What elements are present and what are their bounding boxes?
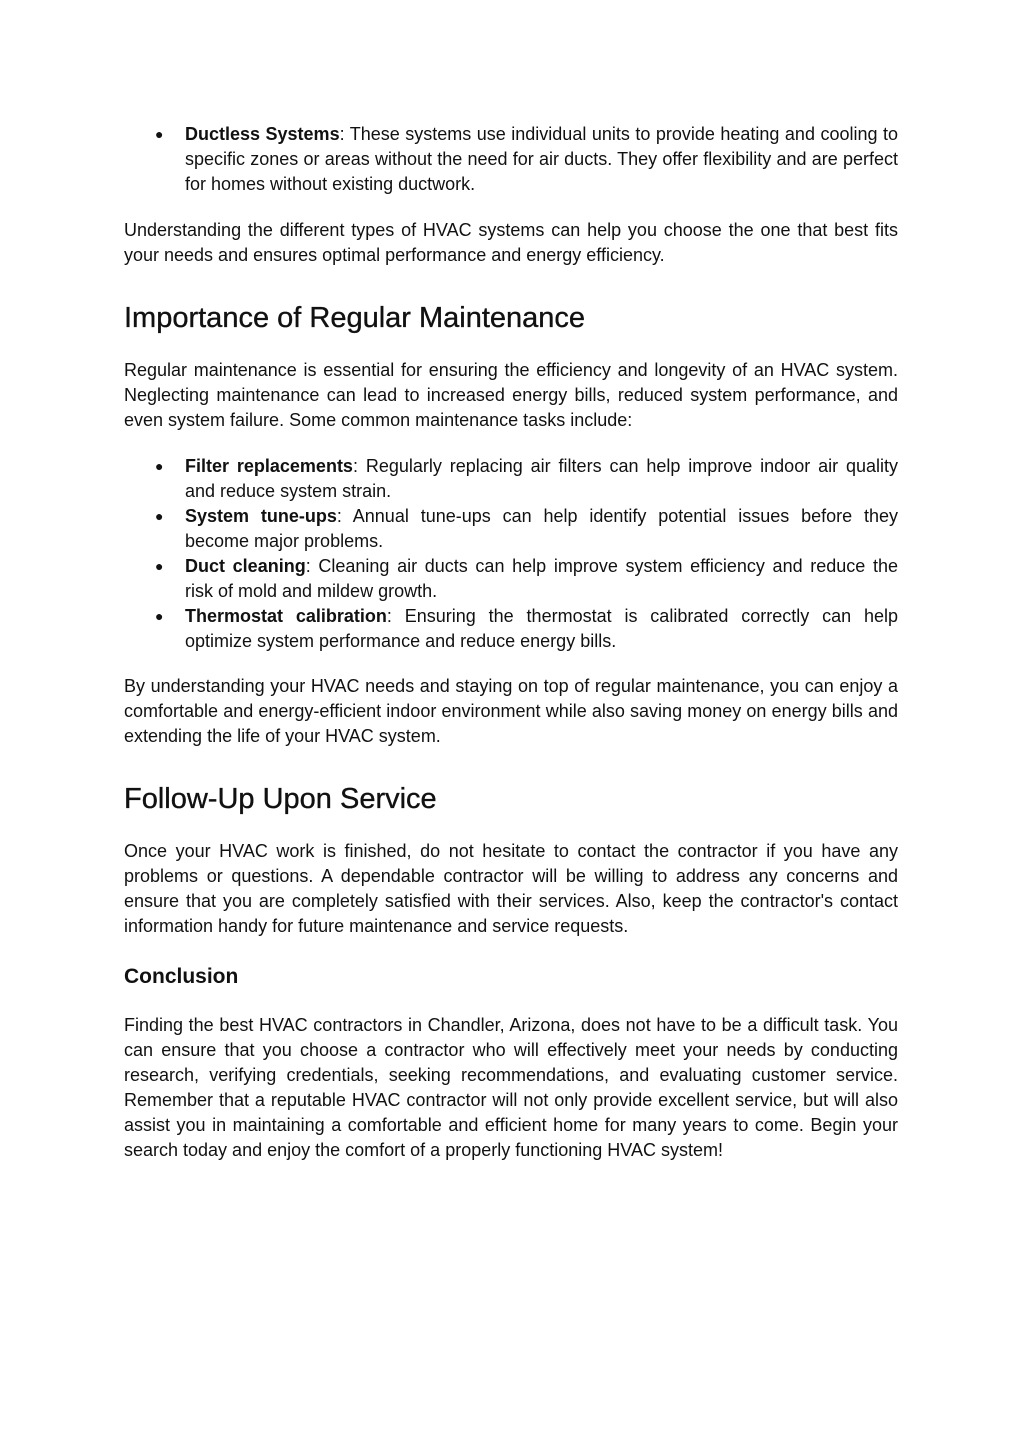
maintenance-intro-paragraph: Regular maintenance is essential for ensuring the efficiency and longevity of an HVAC system. Neglecting maintenance can lead to increased energy bills, reduced system performance, and even system failure. Some common maintenance tasks include:	[124, 360, 898, 430]
list-item-text: : Ensuring the thermostat is calibrated correctly can help optimize system performance and reduce energy bills.	[185, 606, 898, 651]
heading-follow-up: Follow-Up Upon Service	[124, 783, 437, 815]
bullet-icon: ●	[155, 458, 164, 474]
list-item-term: System tune-ups	[185, 506, 337, 526]
list-item-term: Thermostat calibration	[185, 606, 387, 626]
maintenance-tasks-list	[124, 454, 898, 654]
hvac-types-list	[124, 122, 898, 197]
list-item-thermostat-calibration	[124, 604, 898, 654]
types-summary-paragraph: Understanding the different types of HVAC systems can help you choose the one that best fits your needs and ensures optimal performance and energy efficiency.	[124, 220, 898, 265]
list-item-term: Filter replacements	[185, 456, 353, 476]
bullet-icon: ●	[155, 126, 164, 142]
list-item-text: : These systems use individual units to provide heating and cooling to specific zones or areas without the need for air ducts. They offer flexibility and are perfect for homes without existing ductwork.	[185, 124, 898, 194]
list-item-text: : Cleaning air ducts can help improve system efficiency and reduce the risk of mold and mildew growth.	[185, 556, 898, 601]
heading-maintenance: Importance of Regular Maintenance	[124, 302, 586, 334]
list-item-term: Duct cleaning	[185, 556, 306, 576]
list-item-duct-cleaning	[124, 554, 898, 604]
list-item-ductless	[124, 122, 898, 197]
list-item-term: Ductless Systems	[185, 124, 340, 144]
bullet-icon: ●	[155, 508, 164, 524]
conclusion-paragraph: Finding the best HVAC contractors in Chandler, Arizona, does not have to be a difficult task. You can ensure that you choose a contractor who will effectively meet your needs by conducting research, verifying credentials, seeking recommendations, and evaluating customer service. Remember that a reputable HVAC contractor will not only provide excellent service, but will also assist you in maintaining a comfortable and efficient home for many years to come. Begin your search today and enjoy the comfort of a properly functioning HVAC system!	[124, 1015, 898, 1160]
list-item-text: : Regularly replacing air filters can help improve indoor air quality and reduce system strain.	[185, 456, 898, 501]
list-item-text: : Annual tune-ups can help identify potential issues before they become major problems.	[185, 506, 899, 551]
bullet-icon: ●	[155, 558, 164, 574]
follow-up-paragraph: Once your HVAC work is finished, do not hesitate to contact the contractor if you have any problems or questions. A dependable contractor will be willing to address any concerns and ensure that you are completely satisfied with their services. Also, keep the contractor's contact information handy for future maintenance and service requests.	[124, 841, 898, 936]
maintenance-closing-paragraph: By understanding your HVAC needs and staying on top of regular maintenance, you can enjoy a comfortable and energy-efficient indoor environment while also saving money on energy bills and extending the life of your HVAC system.	[124, 676, 898, 746]
bullet-icon: ●	[155, 608, 164, 624]
list-item-filter-replacements	[124, 454, 898, 504]
heading-conclusion: Conclusion	[124, 965, 239, 988]
list-item-system-tune-ups	[124, 504, 898, 554]
